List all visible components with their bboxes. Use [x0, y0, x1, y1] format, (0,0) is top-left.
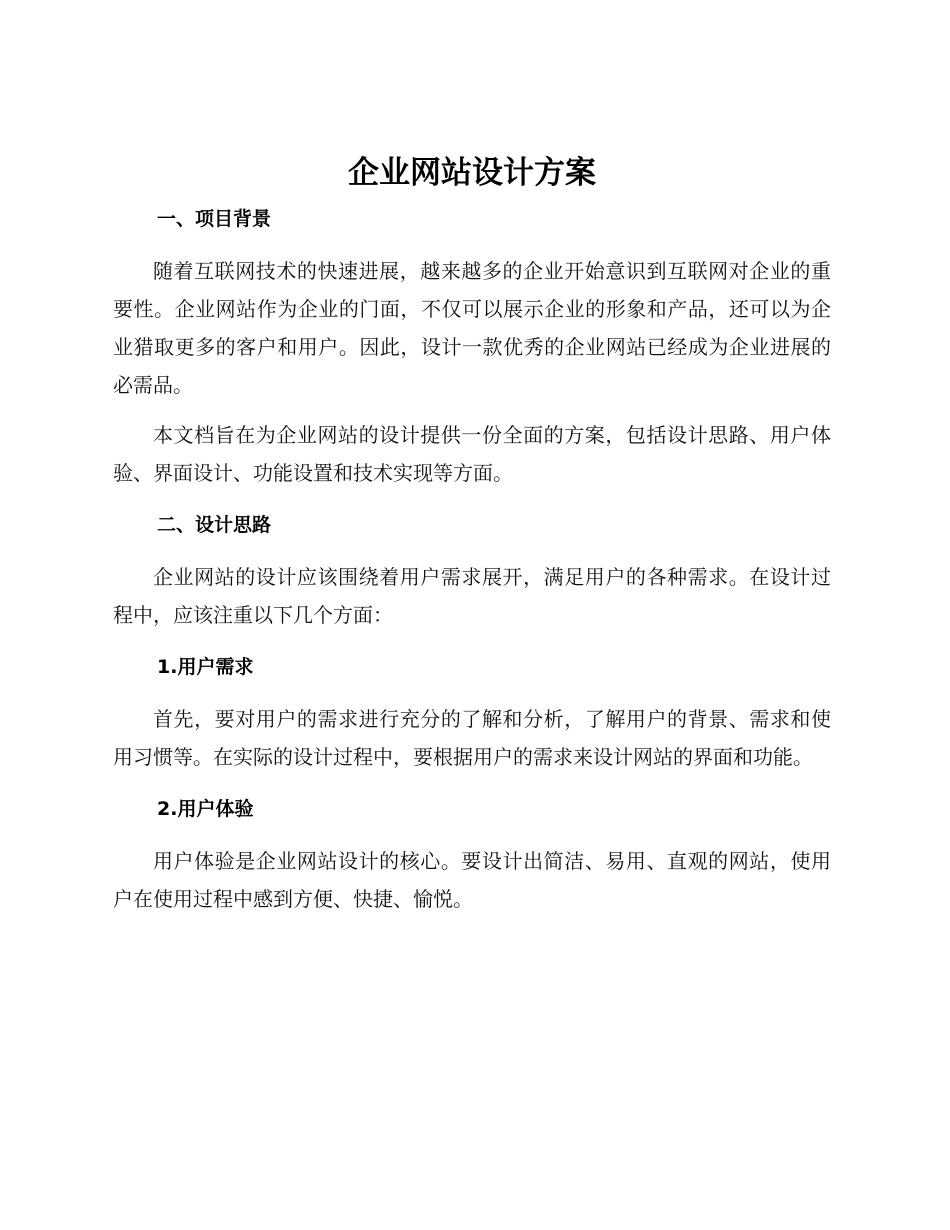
subheading-user-experience: 2.用户体验 [157, 798, 254, 820]
document-body [113, 148, 831, 918]
section-heading-project-background: 一、项目背景 [157, 208, 272, 230]
section-heading-design-approach: 二、设计思路 [157, 514, 272, 536]
paragraph-user-experience: 用户体验是企业网站设计的核心。要设计出简洁、易用、直观的网站，使用户在使用过程中感到方便、快捷、愉悦。 [113, 849, 831, 911]
document-title: 企业网站设计方案 [348, 155, 596, 191]
paragraph-background-1: 随着互联网技术的快速进展，越来越多的企业开始意识到互联网对企业的重要性。企业网站作为企业的门面，不仅可以展示企业的形象和产品，还可以为企业猎取更多的客户和用户。因此，设计一款优秀的企业网站已经成为企业进展的必需品。 [113, 259, 831, 397]
paragraph-design-approach: 企业网站的设计应该围绕着用户需求展开，满足用户的各种需求。在设计过程中，应该注重以下几个方面： [113, 565, 831, 627]
paragraph-user-needs: 首先，要对用户的需求进行充分的了解和分析，了解用户的背景、需求和使用习惯等。在实际的设计过程中，要根据用户的需求来设计网站的界面和功能。 [113, 707, 831, 769]
subheading-user-needs: 1.用户需求 [157, 656, 254, 678]
paragraph-background-2: 本文档旨在为企业网站的设计提供一份全面的方案，包括设计思路、用户体验、界面设计、功能设置和技术实现等方面。 [113, 423, 831, 485]
